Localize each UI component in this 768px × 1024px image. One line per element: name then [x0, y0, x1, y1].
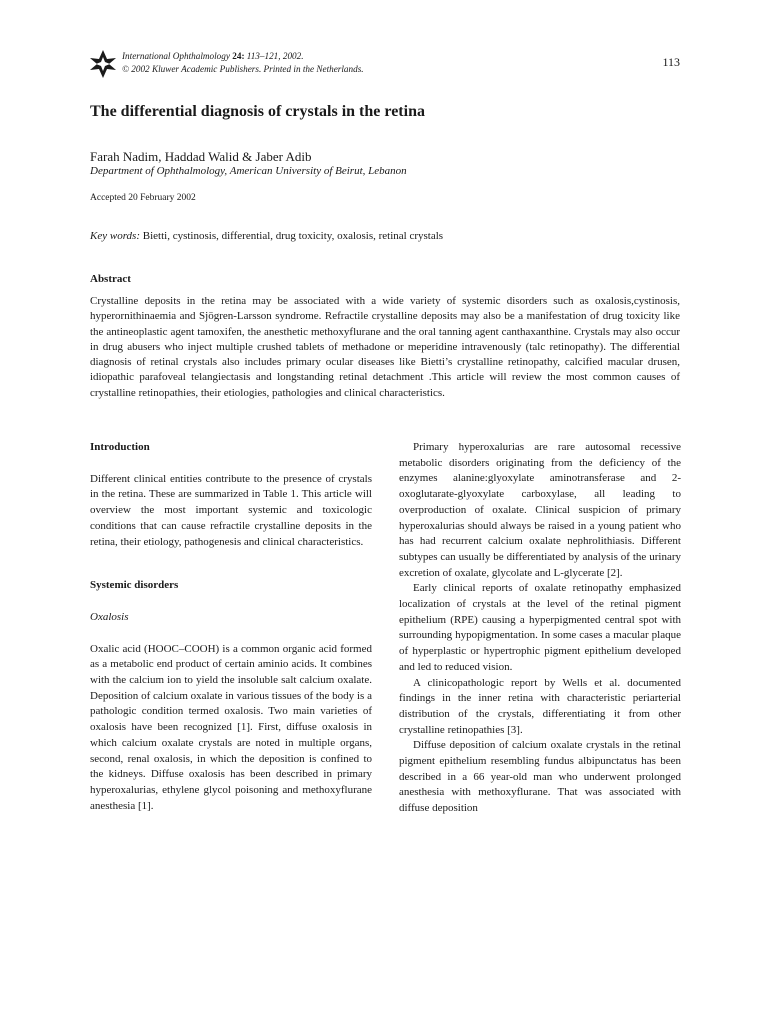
copyright-line: © 2002 Kluwer Academic Publishers. Printed in the Netherlands. — [122, 64, 364, 74]
journal-citation — [122, 50, 364, 76]
clinicopathologic-paragraph: A clinicopathologic report by Wells et al. documented findings in the inner retina with characteristic periarterial distribution of the crystals, differentiating it from other crystalline retinopathies [3]. — [399, 676, 681, 736]
page-number: 113 — [662, 55, 680, 69]
publisher-logo-icon — [90, 50, 116, 78]
oxalate-retinopathy-paragraph: Early clinical reports of oxalate retinopathy emphasized localization of crystals at the level of the retinal pigment epithelium (RPE) causing a hyperpigmented central spot with surrounding hypopigmentation. In some cases a macular plaque of hyperplastic or hypertrophic pigment epithelium developed and led to reduced vision. — [399, 582, 681, 673]
abstract-text: Crystalline deposits in the retina may be associated with a wide variety of systemic disorders such as oxalosis,cystinosis, hyperornithinaemia and Sjögren-Larsson syndrome. Refractile crystalline deposits may also be a manifestation of drug toxicity like the antineoplastic agent tamoxifen, the anesthetic methoxyflurane and the oral tanning agent canthaxanthine. Crystals may also occur in drug abusers who inject multiple crushed tablets of methadone or meperidine intravenously (talc retinopathy). The differential diagnosis of retinal crystals also includes primary ocular diseases like Bietti’s crystalline retinopathy, calcified macular drusen, idiopathic parafoveal telangiectasis and longstanding retinal detachment .This article will review the most common causes of crystalline retinopathies, their etiologies, pathologies and clinical characteristics. — [90, 295, 680, 399]
keywords-list: Bietti, cystinosis, differential, drug toxicity, oxalosis, retinal crystals — [142, 230, 444, 242]
running-header — [90, 50, 680, 82]
systemic-disorders-heading: Systemic disorders — [90, 579, 179, 592]
hyperoxaluria-paragraph: Primary hyperoxalurias are rare autosomal recessive metabolic disorders originating from the deficiency of the enzymes alanine:glyoxylate aminotransferase and 2-oxoglutarate-glyoxylate carboxylase, all leading to overproduction of oxalate. Clinical suspicion of primary hyperoxalurias should always be raised in a young patient who has had recurrent calcium oxalate nephrolithiasis. Different subtypes can usually be differentiated by analysis of the urinary excretion of oxalate, glycolate and L-glycerate [2]. — [399, 441, 681, 579]
journal-volume: 24: — [232, 51, 245, 61]
accepted-date: Accepted 20 February 2002 — [90, 193, 196, 203]
author-affiliation: Department of Ophthalmology, American University of Beirut, Lebanon — [90, 165, 407, 177]
journal-name: International Ophthalmology — [122, 51, 230, 61]
oxalosis-heading: Oxalosis — [90, 610, 129, 623]
left-column — [90, 440, 372, 814]
keywords-line — [90, 230, 443, 242]
introduction-heading: Introduction — [90, 441, 150, 453]
article-authors: Farah Nadim, Haddad Walid & Jaber Adib — [90, 149, 312, 164]
oxalosis-text: Oxalic acid (HOOC–COOH) is a common organic acid formed as a metabolic end product of certain aminio acids. It combines with the calcium ion to yield the insoluble salt calcium oxalate. Deposition of calcium oxalate in various tissues of the body is a pathologic condition termed oxalosis. Two main varieties of oxalosis have been recognized [1]. First, diffuse oxalosis in which calcium oxalate crystals are noted in multiple organs, second, renal oxalosis, in which the deposition is confined to the kidneys. Diffuse oxalosis has been described in primary hyperoxalurias, ethylene glycol poisoning and methoxyflurane anesthesia [1]. — [90, 642, 372, 812]
abstract-heading: Abstract — [90, 273, 131, 285]
journal-pages-year: 113–121, 2002. — [246, 51, 304, 61]
introduction-text: Different clinical entities contribute to the presence of crystals in the retina. These are summarized in Table 1. This article will overview the most important systemic and toxicologic conditions that can cause refractile crystalline deposits in the retina, their etiology, pathogenesis and clinical characteristics. — [90, 472, 372, 548]
right-column — [399, 440, 681, 817]
keywords-label: Key words: — [90, 230, 141, 242]
article-title: The differential diagnosis of crystals in the retina — [90, 103, 425, 120]
diffuse-deposition-paragraph: Diffuse deposition of calcium oxalate crystals in the retinal pigment epithelium resembling fundus albipunctatus has been described in a 66 year-old man who underwent prolonged anesthesia with methoxyflurane. That was associated with diffuse deposition — [399, 739, 681, 815]
